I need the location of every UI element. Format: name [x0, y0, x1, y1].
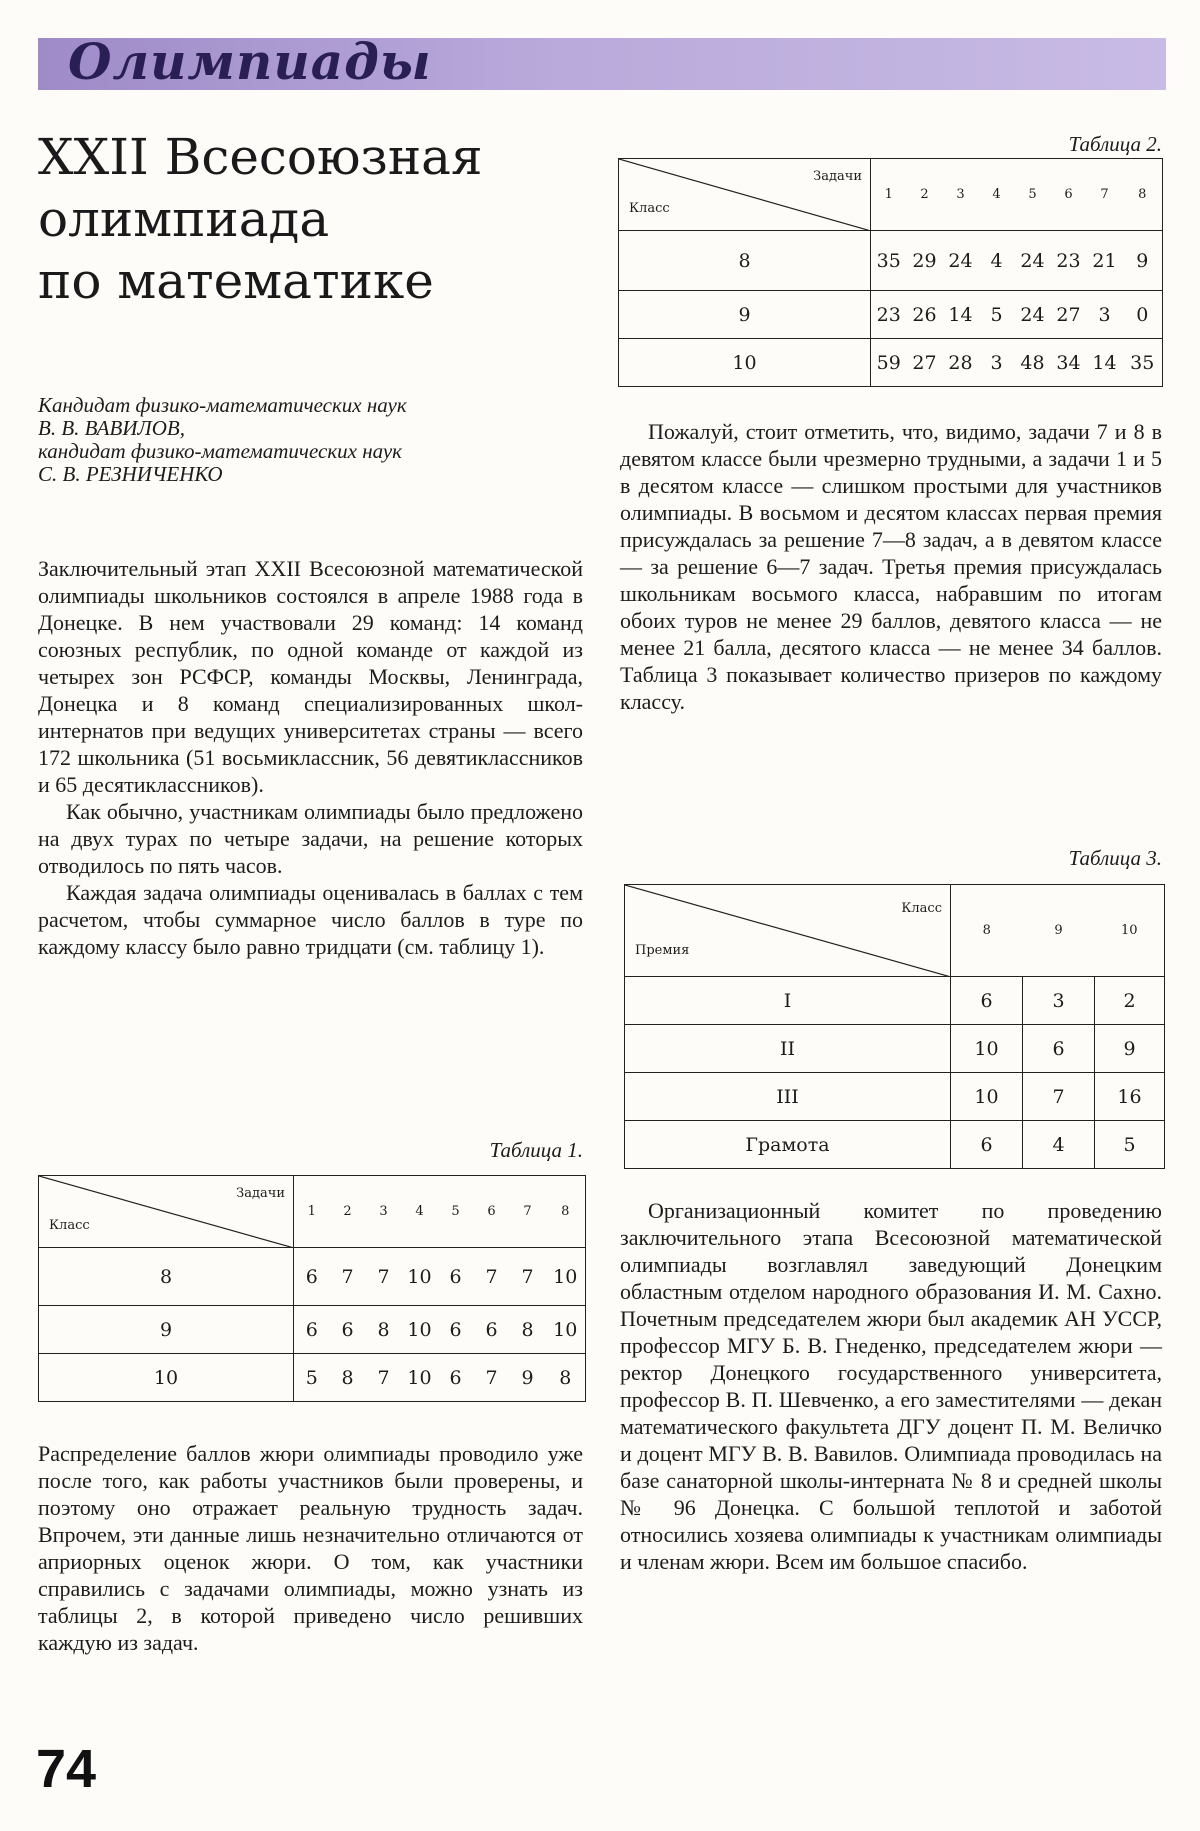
- paragraph: Распределение баллов жюри олимпиады проводило уже после того, как работы участников были проверены, и поэтому оно отражает реальную трудность задач. Впрочем, эти данные лишь незначительно отличаются от априорных оценок жюри. О том, как участники справились с задачами олимпиады, можно узнать из таблицы 2, в которой приведено число решивших каждую из задач.: [38, 1441, 583, 1655]
- table2: [618, 158, 1163, 387]
- table-row: [39, 1354, 586, 1402]
- table1-caption: Таблица 1.: [489, 1138, 583, 1162]
- table1-cell: 6: [438, 1306, 474, 1354]
- table3-cell: 9: [1095, 1025, 1165, 1073]
- table2-cell: 28: [943, 339, 979, 387]
- table1-cell: 6: [438, 1248, 474, 1306]
- table3-col-label: 9: [1023, 885, 1095, 977]
- table2-row-head: Класс: [629, 201, 670, 216]
- title-line: XXII Всесоюзная: [38, 128, 483, 186]
- table2-cell: 3: [979, 339, 1015, 387]
- table3-row-label: III: [625, 1073, 951, 1121]
- table1-cell: 6: [438, 1354, 474, 1402]
- table3-cell: 2: [1095, 977, 1165, 1025]
- table1-cell: 7: [510, 1248, 546, 1306]
- table1-cell: 6: [294, 1248, 330, 1306]
- table1-col-label: 7: [510, 1176, 546, 1248]
- table2-cell: 24: [943, 231, 979, 291]
- table3-cell: 5: [1095, 1121, 1165, 1169]
- paragraph: Организационный комитет по проведению заключительного этапа Всесоюзной математической олимпиады возглавлял заведующий Донецким областным отделом народного образования И. М. Сахно. Почетным председателем жюри был академик АН УССР, профессор МГУ Б. В. Гнеденко, председателем жюри — ректор Донецкого государственного университета, профессор В. П. Шевченко, а его заместителями — декан математического факультета ДГУ доцент П. М. Величко и доцент МГУ В. В. Вавилов. Олимпиада проводилась на базе санаторной школы-интерната № 8 и средней школы № 96 Донецка. С большой теплотой и заботой относились хозяева олимпиады к участникам олимпиады и членам жюри. Всем им большое спасибо.: [620, 1198, 1162, 1574]
- table2-cell: 23: [871, 291, 907, 339]
- table-row: [619, 291, 1163, 339]
- table2-cell: 35: [1123, 339, 1163, 387]
- table3-corner-cell: [625, 885, 951, 977]
- table1-cell: 7: [330, 1248, 366, 1306]
- table1-cell: 10: [546, 1248, 586, 1306]
- table1-cell: 5: [294, 1354, 330, 1402]
- table3-cell: 3: [1023, 977, 1095, 1025]
- table2-col-label: 8: [1123, 159, 1163, 231]
- table2-caption: Таблица 2.: [1068, 132, 1162, 156]
- table2-col-label: 1: [871, 159, 907, 231]
- table1-cell: 10: [546, 1306, 586, 1354]
- table3-caption: Таблица 3.: [1068, 846, 1162, 870]
- table-row: [625, 1073, 1165, 1121]
- table1-col-label: 3: [366, 1176, 402, 1248]
- table1-cell: 8: [510, 1306, 546, 1354]
- table3-col-head: Класс: [901, 901, 942, 916]
- table3-row-label: II: [625, 1025, 951, 1073]
- title-line: по математике: [38, 252, 434, 310]
- table1-cell: 6: [294, 1306, 330, 1354]
- table1-col-label: 8: [546, 1176, 586, 1248]
- table1-cell: 6: [474, 1306, 510, 1354]
- table2-col-label: 5: [1015, 159, 1051, 231]
- table2-col-label: 6: [1051, 159, 1087, 231]
- author-line: Кандидат физико-математических наук: [38, 393, 407, 417]
- table3-cell: 16: [1095, 1073, 1165, 1121]
- paragraph: Заключительный этап XXII Всесоюзной математической олимпиады школьников состоялся в апреле 1988 года в Донецке. В нем участвовали 29 команд: 14 команд союзных республик, по одной команде от каждой из четырех зон РСФСР, команды Москвы, Ленинграда, Донецка и 8 команд специализированных школ-интернатов при ведущих университетах страны — всего 172 школьника (51 восьмиклассник, 56 девятиклассников и 65 десятиклассников).: [38, 556, 583, 797]
- table2-cell: 3: [1087, 291, 1123, 339]
- right-column-bottom: [620, 1197, 1162, 1575]
- table2-cell: 26: [907, 291, 943, 339]
- table1-row-label: 9: [39, 1306, 294, 1354]
- table1-row-label: 8: [39, 1248, 294, 1306]
- table2-col-label: 7: [1087, 159, 1123, 231]
- table2-cell: 48: [1015, 339, 1051, 387]
- table2-col-label: 4: [979, 159, 1015, 231]
- table2-col-head: Задачи: [813, 169, 862, 184]
- author-line: В. В. ВАВИЛОВ,: [38, 416, 185, 440]
- table3-col-label: 10: [1095, 885, 1165, 977]
- table3-header-row: [625, 885, 1165, 977]
- table2-row-label: 9: [619, 291, 871, 339]
- table2-header-row: [619, 159, 1163, 231]
- table3-cell: 4: [1023, 1121, 1095, 1169]
- right-column-top: [620, 418, 1162, 715]
- table-row: [39, 1306, 586, 1354]
- table1-row-head: Класс: [49, 1218, 90, 1233]
- table1-cell: 9: [510, 1354, 546, 1402]
- table2-row-label: 10: [619, 339, 871, 387]
- table2-col-label: 3: [943, 159, 979, 231]
- title-line: олимпиада: [38, 190, 330, 248]
- table1-row-label: 10: [39, 1354, 294, 1402]
- table2-cell: 27: [1051, 291, 1087, 339]
- table2-cell: 35: [871, 231, 907, 291]
- table1-col-label: 1: [294, 1176, 330, 1248]
- table2-row-label: 8: [619, 231, 871, 291]
- table2-cell: 5: [979, 291, 1015, 339]
- table1-cell: 10: [402, 1354, 438, 1402]
- table-row: [619, 339, 1163, 387]
- page-number: 74: [36, 1739, 97, 1799]
- table2-cell: 23: [1051, 231, 1087, 291]
- table1-cell: 7: [474, 1354, 510, 1402]
- table3-col-label: 8: [951, 885, 1023, 977]
- table-row: [625, 1025, 1165, 1073]
- left-column-bottom: [38, 1440, 583, 1656]
- table1: [38, 1175, 586, 1402]
- table2-cell: 14: [1087, 339, 1123, 387]
- table1-cell: 7: [474, 1248, 510, 1306]
- left-column-top: [38, 555, 583, 960]
- table2-cell: 14: [943, 291, 979, 339]
- table2-corner-cell: [619, 159, 871, 231]
- table3: [624, 884, 1165, 1169]
- authors-block: [38, 394, 598, 486]
- table3-cell: 6: [1023, 1025, 1095, 1073]
- table3-cell: 6: [951, 977, 1023, 1025]
- table-row: [625, 977, 1165, 1025]
- table2-cell: 34: [1051, 339, 1087, 387]
- table2-cell: 59: [871, 339, 907, 387]
- table1-cell: 8: [330, 1354, 366, 1402]
- table1-cell: 10: [402, 1248, 438, 1306]
- table3-cell: 10: [951, 1025, 1023, 1073]
- table-row: [625, 1121, 1165, 1169]
- table1-cell: 8: [546, 1354, 586, 1402]
- table1-cell: 10: [402, 1306, 438, 1354]
- table1-cell: 8: [366, 1306, 402, 1354]
- table2-cell: 21: [1087, 231, 1123, 291]
- table2-cell: 0: [1123, 291, 1163, 339]
- table1-col-label: 5: [438, 1176, 474, 1248]
- table2-cell: 29: [907, 231, 943, 291]
- table3-row-head: Премия: [635, 943, 690, 958]
- table-row: [619, 231, 1163, 291]
- table3-cell: 10: [951, 1073, 1023, 1121]
- table-row: [39, 1248, 586, 1306]
- table2-cell: 24: [1015, 231, 1051, 291]
- table1-col-label: 6: [474, 1176, 510, 1248]
- table1-col-label: 4: [402, 1176, 438, 1248]
- table2-cell: 24: [1015, 291, 1051, 339]
- table3-cell: 6: [951, 1121, 1023, 1169]
- table2-cell: 4: [979, 231, 1015, 291]
- table1-cell: 7: [366, 1248, 402, 1306]
- author-line: кандидат физико-математических наук: [38, 439, 402, 463]
- paragraph: Каждая задача олимпиады оценивалась в баллах с тем расчетом, чтобы суммарное число баллов в туре по каждому классу было равно тридцати (см. таблицу 1).: [38, 880, 583, 959]
- table2-cell: 27: [907, 339, 943, 387]
- table3-cell: 7: [1023, 1073, 1095, 1121]
- table1-col-head: Задачи: [236, 1186, 285, 1201]
- table1-col-label: 2: [330, 1176, 366, 1248]
- table2-col-label: 2: [907, 159, 943, 231]
- table1-cell: 7: [366, 1354, 402, 1402]
- table1-corner-cell: [39, 1176, 294, 1248]
- table2-cell: 9: [1123, 231, 1163, 291]
- table1-cell: 6: [330, 1306, 366, 1354]
- author-line: С. В. РЕЗНИЧЕНКО: [38, 462, 223, 486]
- table1-header-row: [39, 1176, 586, 1248]
- article-title: [38, 126, 598, 312]
- paragraph: Пожалуй, стоит отметить, что, видимо, задачи 7 и 8 в девятом классе были чрезмерно трудными, а задачи 1 и 5 в десятом классе — слишком простыми для участников олимпиады. В восьмом и десятом классах первая премия присуждалась за решение 7—8 задач, а в девятом классе — за решение 6—7 задач. Третья премия присуждалась школьникам восьмого класса, набравшим по итогам обоих туров не менее 29 баллов, девятого класса — не менее 21 балла, десятого класса — не менее 34 баллов. Таблица 3 показывает количество призеров по каждому классу.: [620, 419, 1162, 714]
- section-banner: [38, 32, 1166, 91]
- table3-row-label: I: [625, 977, 951, 1025]
- section-banner-title: Олимпиады: [68, 32, 432, 91]
- diagonal-line: [625, 885, 951, 977]
- paragraph: Как обычно, участникам олимпиады было предложено на двух турах по четыре задачи, на решение которых отводилось по пять часов.: [38, 799, 583, 878]
- table3-row-label: Грамота: [625, 1121, 951, 1169]
